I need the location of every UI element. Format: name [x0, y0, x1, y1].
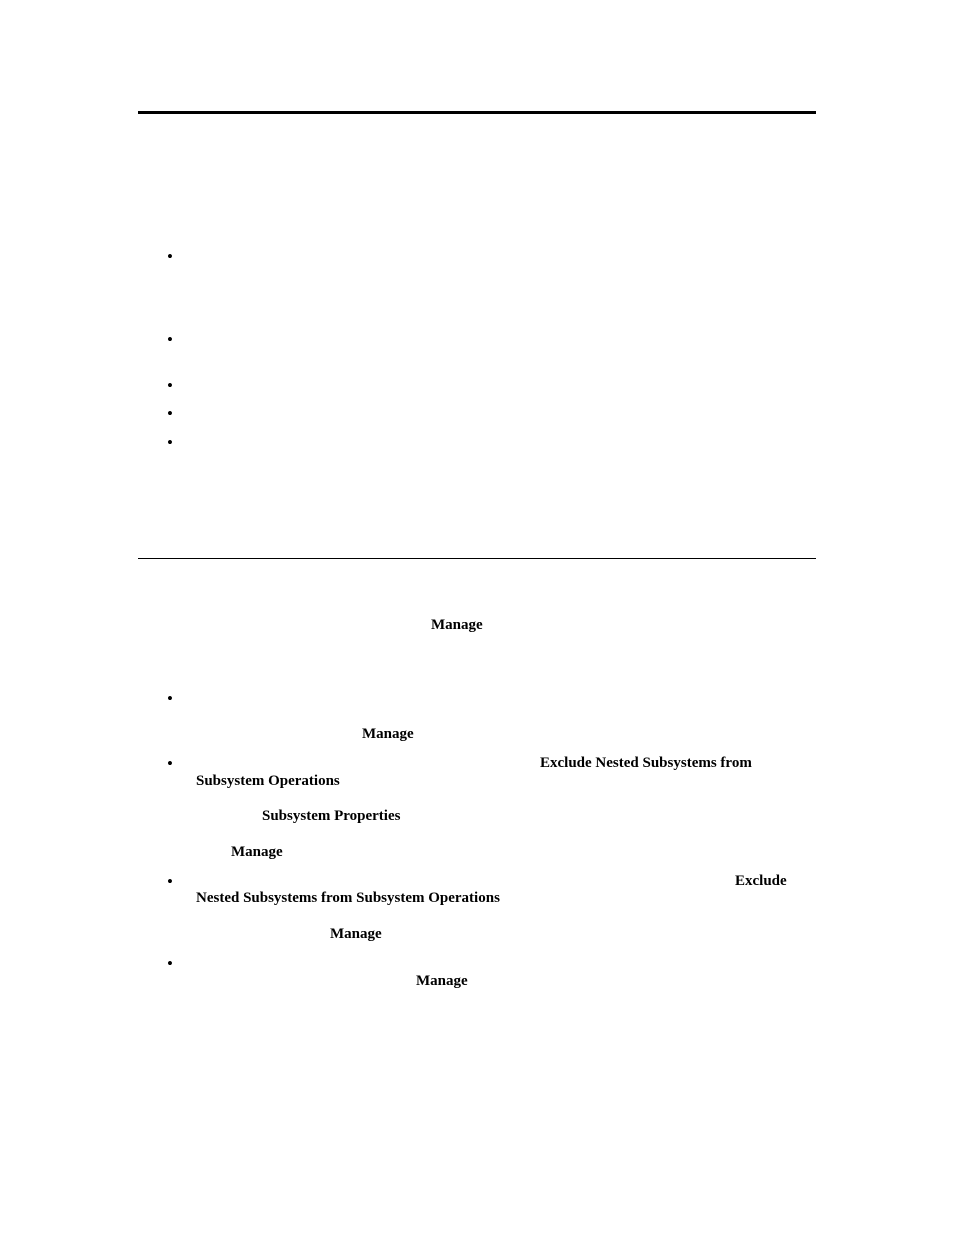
bullet: •	[167, 954, 173, 973]
manage-label: Manage	[362, 726, 414, 742]
bullet: •	[167, 376, 173, 395]
manage-label: Manage	[431, 617, 483, 633]
bullet: •	[167, 247, 173, 266]
bullet: •	[167, 433, 173, 452]
exclude-nested-label: Exclude Nested Subsystems from	[540, 755, 752, 771]
nested-subsystems-label: Nested Subsystems from Subsystem Operations	[196, 890, 500, 906]
manage-label: Manage	[231, 844, 283, 860]
manage-label: Manage	[330, 926, 382, 942]
exclude-label: Exclude	[735, 873, 787, 889]
bullet: •	[167, 872, 173, 891]
header-rule	[138, 111, 816, 114]
bullet: •	[167, 330, 173, 349]
bullet: •	[167, 689, 173, 708]
bullet: •	[167, 754, 173, 773]
subsystem-operations-label: Subsystem Operations	[196, 773, 340, 789]
bullet: •	[167, 404, 173, 423]
section-rule	[138, 558, 816, 559]
subsystem-properties-label: Subsystem Properties	[262, 808, 401, 824]
manage-label: Manage	[416, 973, 468, 989]
